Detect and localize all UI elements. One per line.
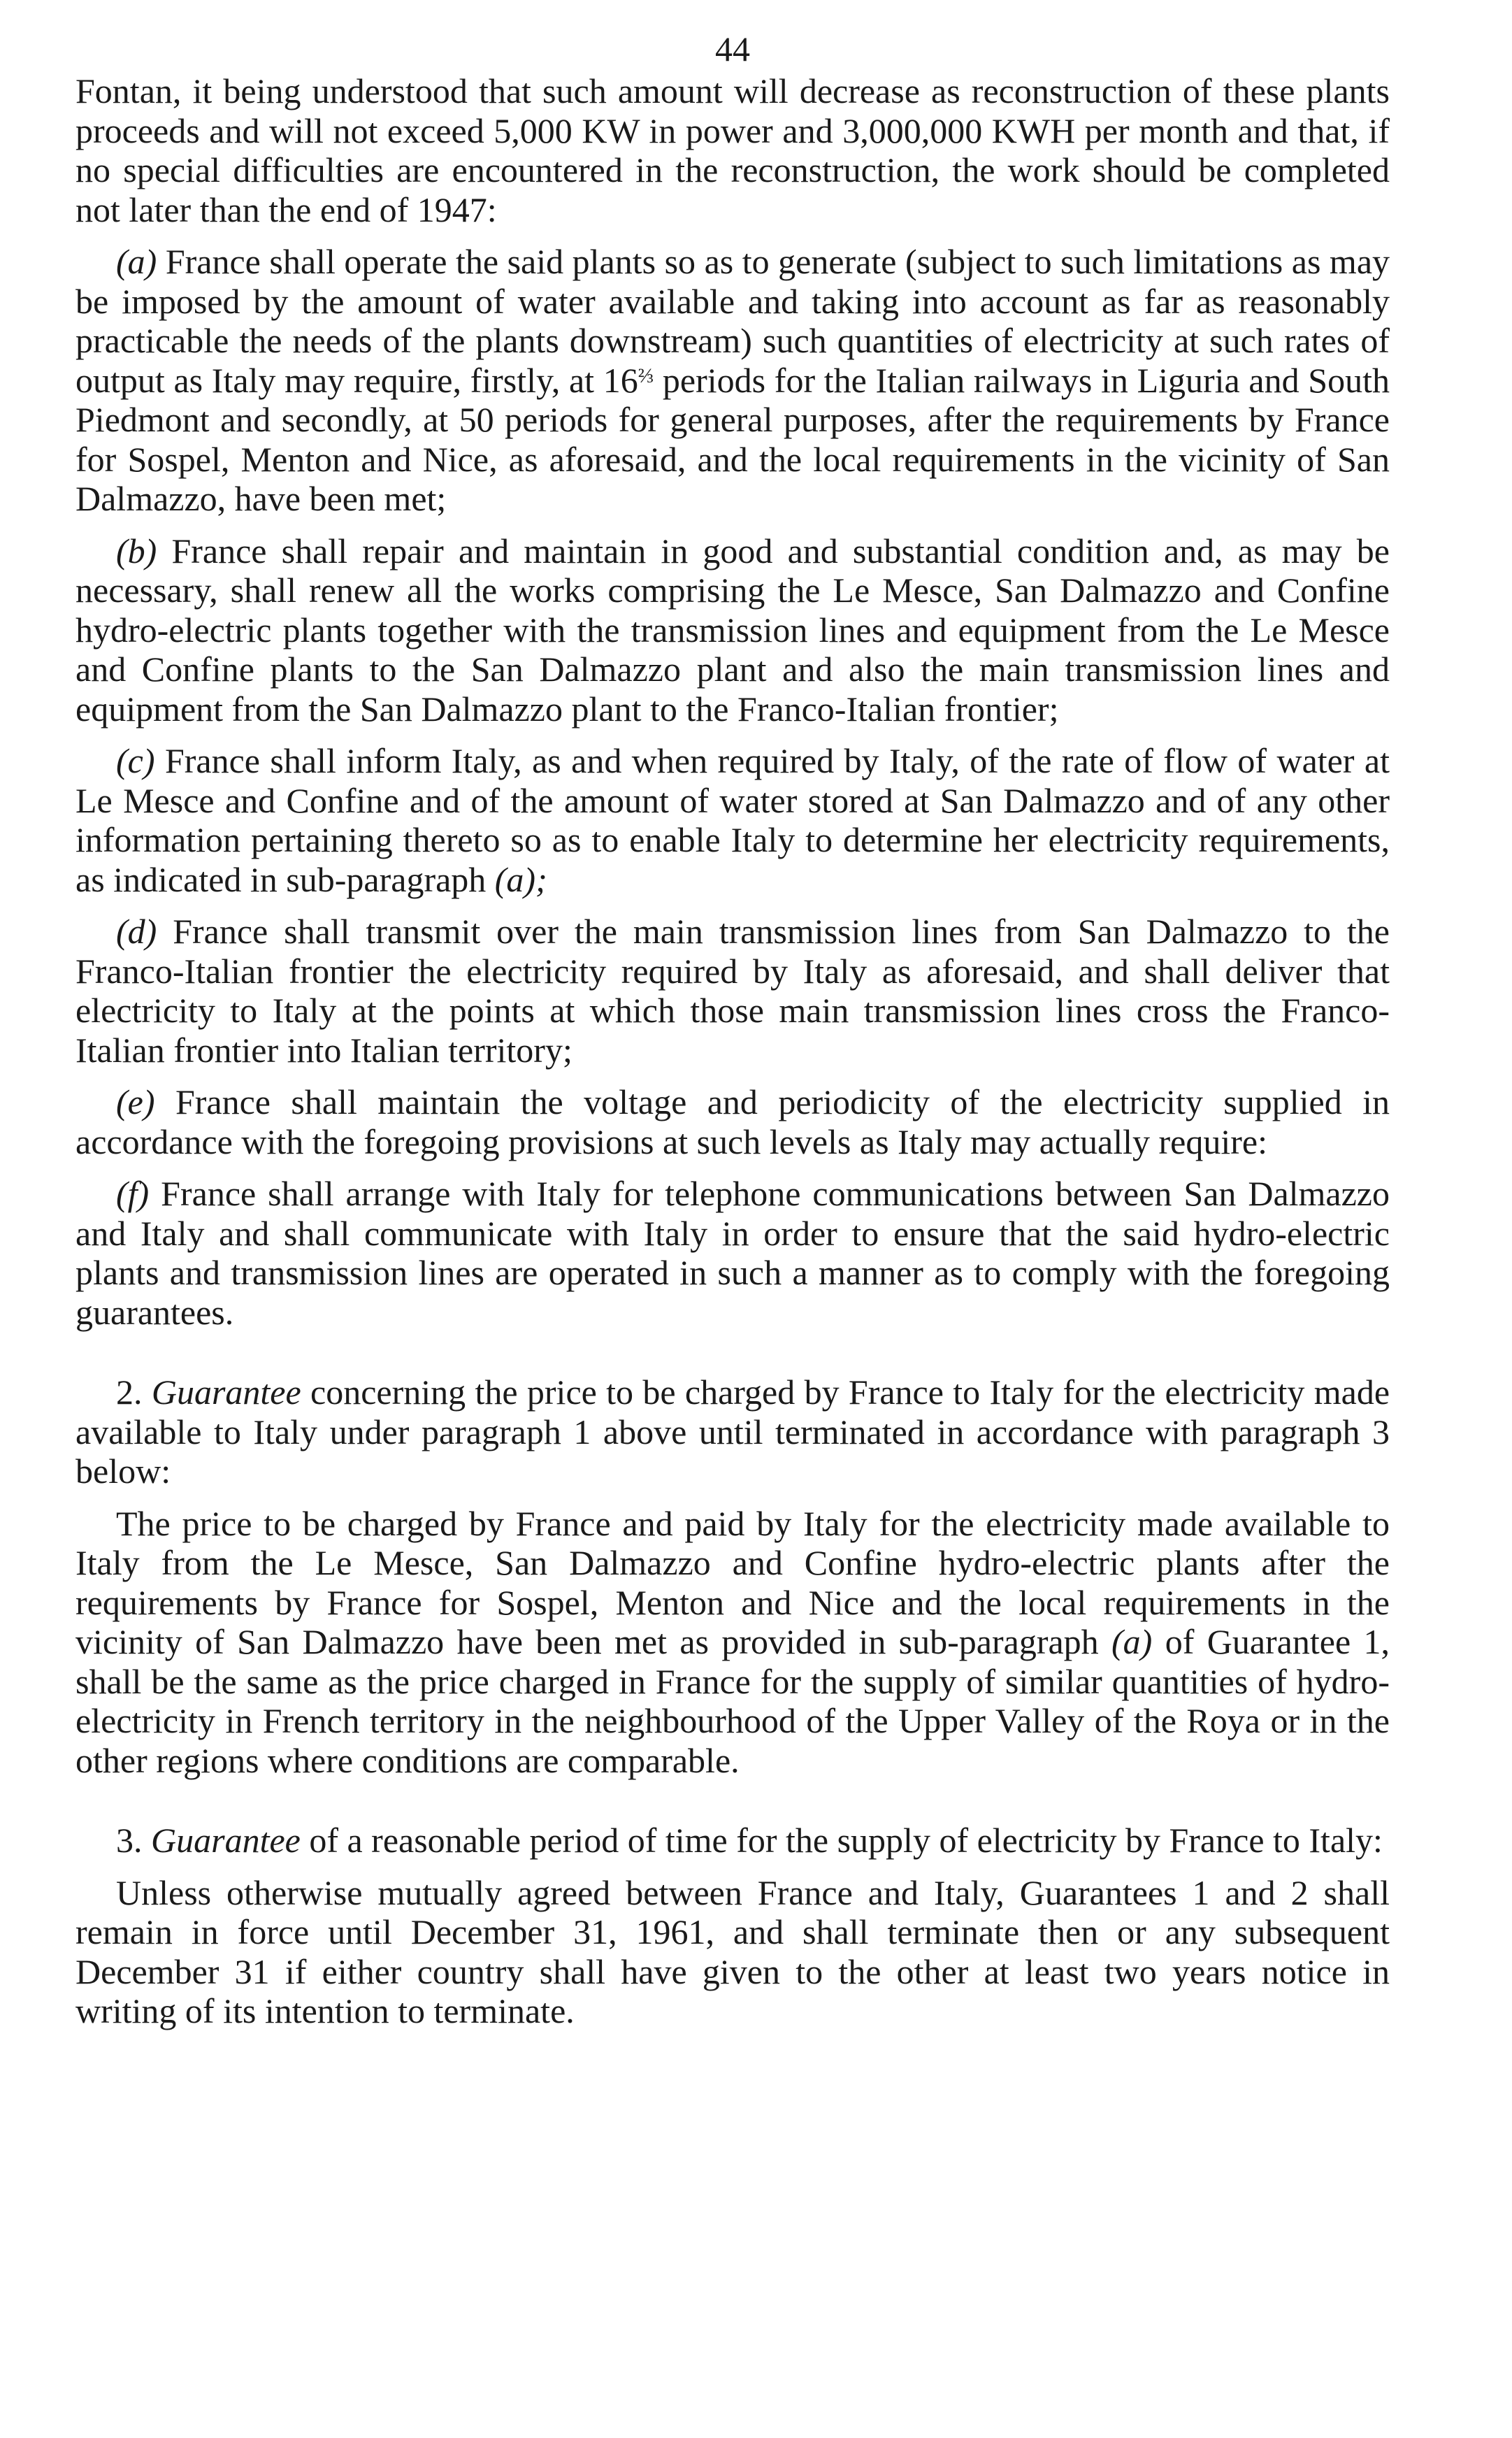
guarantee-number: 3. [116, 1821, 143, 1860]
guarantee-2-heading [75, 1372, 1390, 1491]
guarantee-number: 2. [116, 1372, 143, 1412]
guarantee-body-end: of Guarantee 1, shall be the same as the price charged in France for the supply of similar quantities of hydroelectricity in French territory in the neighbourhood of the Upper Valley of the Roya or in the other regions where conditions are comparable. [75, 1622, 1390, 1780]
guarantee-heading-text: concerning the price to be charged by France to Italy for the electricity made available to Italy under paragraph 1 above until terminated in accordance with paragraph 3 below: [75, 1372, 1390, 1491]
guarantee-title: Guarantee [151, 1372, 301, 1412]
guarantee-3-body: Unless otherwise mutually agreed between France and Italy, Guarantees 1 and 2 shall remain in force until December 31, 1961, and shall terminate then or any subsequent December 31 if either country shall have given to the other at least two years notice in writing of its intention to terminate. [75, 1872, 1390, 2030]
clause-item-e [75, 1082, 1390, 1161]
clause-text-end: periods for the Italian railways in Liguria and South Piedmont and secondly, at 50 periods for general purposes, after the requirements by France for Sospel, Menton and Nice, as aforesaid, and the local requirements in the vicinity of San Dalmazzo, have been met; [75, 360, 1390, 518]
clause-label: (d) [116, 912, 157, 951]
clause-label: (b) [116, 531, 157, 571]
clause-label: (a) [116, 242, 157, 281]
clause-text-start: France shall operate the said plants so as to generate (subject to such limitations as may be imposed by the amount of water available and taking into account as far as reasonably practicable the needs of the plants downstream) such quantities of electricity at such rates of output as Italy may require, firstly, at 16 [75, 242, 1390, 400]
guarantee-3-heading [75, 1821, 1390, 1860]
clause-item-c [75, 741, 1390, 899]
document-page [75, 28, 1390, 2031]
clause-label: (c) [116, 741, 155, 780]
clause-label: (f) [116, 1174, 150, 1213]
clause-text: France shall repair and maintain in good and substantial condition and, as may be necessary, shall renew all the works comprising the Le Mesce, San Dalmazzo and Confine hydro-electric plants together with the transmission lines and equipment from the Le Mesce and Confine plants to the San Dalmazzo plant and also the main transmission lines and equipment from the San Dalmazzo plant to the Franco-Italian frontier; [75, 531, 1390, 729]
fraction-two-thirds: ⅔ [638, 364, 654, 387]
guarantee-heading-text: of a reasonable period of time for the supply of electricity by France to Italy: [309, 1821, 1383, 1860]
guarantee-title: Guarantee [151, 1821, 301, 1860]
guarantee-2-body [75, 1504, 1390, 1781]
clause-item-d [75, 912, 1390, 1070]
page-number: 44 [715, 29, 750, 69]
intro-paragraph: Fontan, it being understood that such amount will decrease as reconstruction of these plants proceeds and will not exceed 5,000 KW in power and 3,000,000 KWH per month and that, if no special difficulties are encountered in the reconstruction, the work should be completed not later than the end of 1947: [75, 71, 1390, 229]
clause-text: France shall arrange with Italy for telephone communications between San Dalmazzo and Italy and shall communicate with Italy in order to ensure that the said hydro-electric plants and transmission lines are operated in such a manner as to comply with the foregoing guarantees. [75, 1174, 1390, 1332]
clause-text: France shall inform Italy, as and when required by Italy, of the rate of flow of water at Le Mesce and Confine and of the amount of water stored at San Dalmazzo and of any other information pertaining thereto so as to enable Italy to determine her electricity requirements, as indicated in sub-paragraph [75, 741, 1390, 899]
clause-label: (e) [116, 1082, 155, 1121]
guarantee-body-start: The price to be charged by France and paid by Italy for the electricity made available to Italy from the Le Mesce, San Dalmazzo and Confine hydro-electric plants after the requirements by France for Sospel, Menton and Nice and the local requirements in the vicinity of San Dalmazzo have been met as provided in sub-paragraph [75, 1503, 1390, 1661]
clause-item-a [75, 242, 1390, 519]
clause-item-f [75, 1174, 1390, 1332]
clause-text: France shall maintain the voltage and periodicity of the electricity supplied in accordance with the foregoing provisions at such levels as Italy may actually require: [75, 1082, 1390, 1161]
sub-paragraph-ref: (a) [1111, 1622, 1153, 1661]
clause-text: France shall transmit over the main transmission lines from San Dalmazzo to the Franco-Italian frontier the electricity required by Italy as aforesaid, and shall deliver that electricity to Italy at the points at which those main transmission lines cross the Franco-Italian frontier into Italian territory; [75, 912, 1390, 1070]
clause-item-b [75, 531, 1390, 729]
sub-paragraph-ref: (a); [494, 859, 547, 899]
